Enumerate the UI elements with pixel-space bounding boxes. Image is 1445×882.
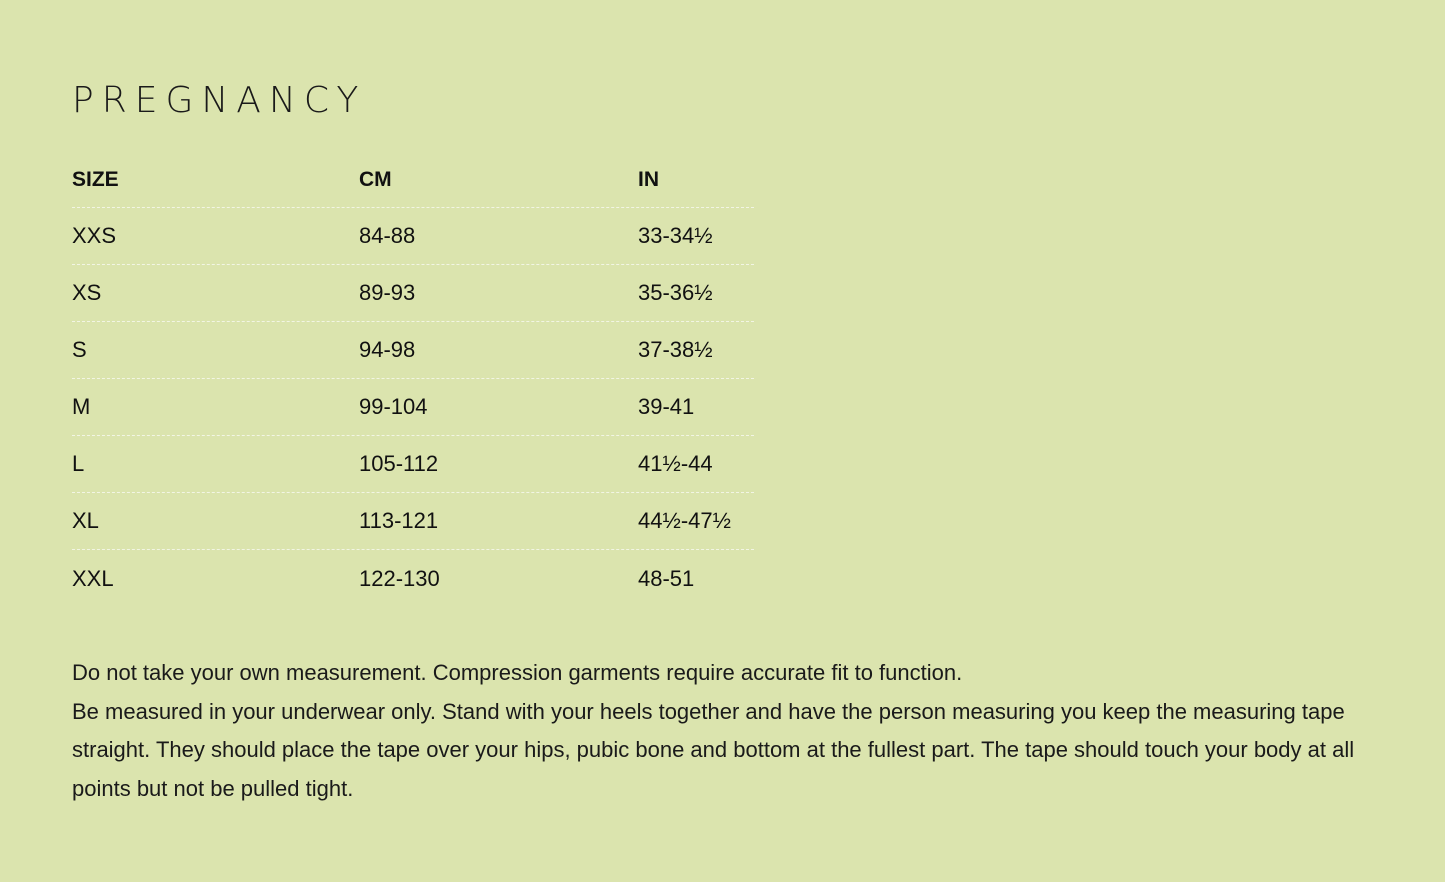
cell-size: XS bbox=[72, 280, 102, 305]
header-size: SIZE bbox=[72, 167, 119, 191]
table-row bbox=[72, 493, 754, 550]
cell-cm: 84-88 bbox=[359, 223, 416, 248]
cell-size: S bbox=[72, 337, 87, 362]
cell-in: 48-51 bbox=[638, 565, 695, 591]
cell-cm: 105-112 bbox=[359, 451, 439, 476]
cell-cm: 122-130 bbox=[359, 565, 440, 591]
cell-in: 39-41 bbox=[638, 394, 695, 419]
table-row bbox=[72, 550, 754, 607]
cell-size: XL bbox=[72, 508, 99, 533]
cell-in: 37-38½ bbox=[638, 337, 713, 362]
measurement-notes bbox=[72, 654, 1362, 808]
page-title: PREGNANCY bbox=[72, 80, 367, 121]
table-row bbox=[72, 436, 754, 493]
cell-in: 33-34½ bbox=[638, 223, 713, 248]
cell-size: XXS bbox=[72, 223, 117, 248]
header-cm: CM bbox=[359, 167, 392, 191]
cell-cm: 113-121 bbox=[359, 508, 439, 533]
table-row bbox=[72, 265, 754, 322]
cell-in: 41½-44 bbox=[638, 451, 713, 476]
note-paragraph: Do not take your own measurement. Compression garments require accurate fit to function. bbox=[72, 660, 963, 685]
header-in: IN bbox=[638, 167, 659, 191]
cell-size: M bbox=[72, 394, 91, 419]
table-row bbox=[72, 322, 754, 379]
size-table bbox=[72, 152, 754, 607]
cell-cm: 89-93 bbox=[359, 280, 416, 305]
cell-size: XXL bbox=[72, 565, 114, 591]
table-row bbox=[72, 379, 754, 436]
cell-in: 44½-47½ bbox=[638, 508, 731, 533]
table-row bbox=[72, 208, 754, 265]
note-paragraph: Be measured in your underwear only. Stand with your heels together and have the person measuring you keep the measuring tape straight. They should place the tape over your hips, pubic bone and bottom at the fullest part. The tape should touch your body at all points but not be pulled tight. bbox=[72, 698, 1355, 801]
cell-in: 35-36½ bbox=[638, 280, 713, 305]
table-header-row bbox=[72, 152, 754, 208]
cell-cm: 94-98 bbox=[359, 337, 416, 362]
cell-cm: 99-104 bbox=[359, 394, 428, 419]
cell-size: L bbox=[72, 451, 85, 476]
